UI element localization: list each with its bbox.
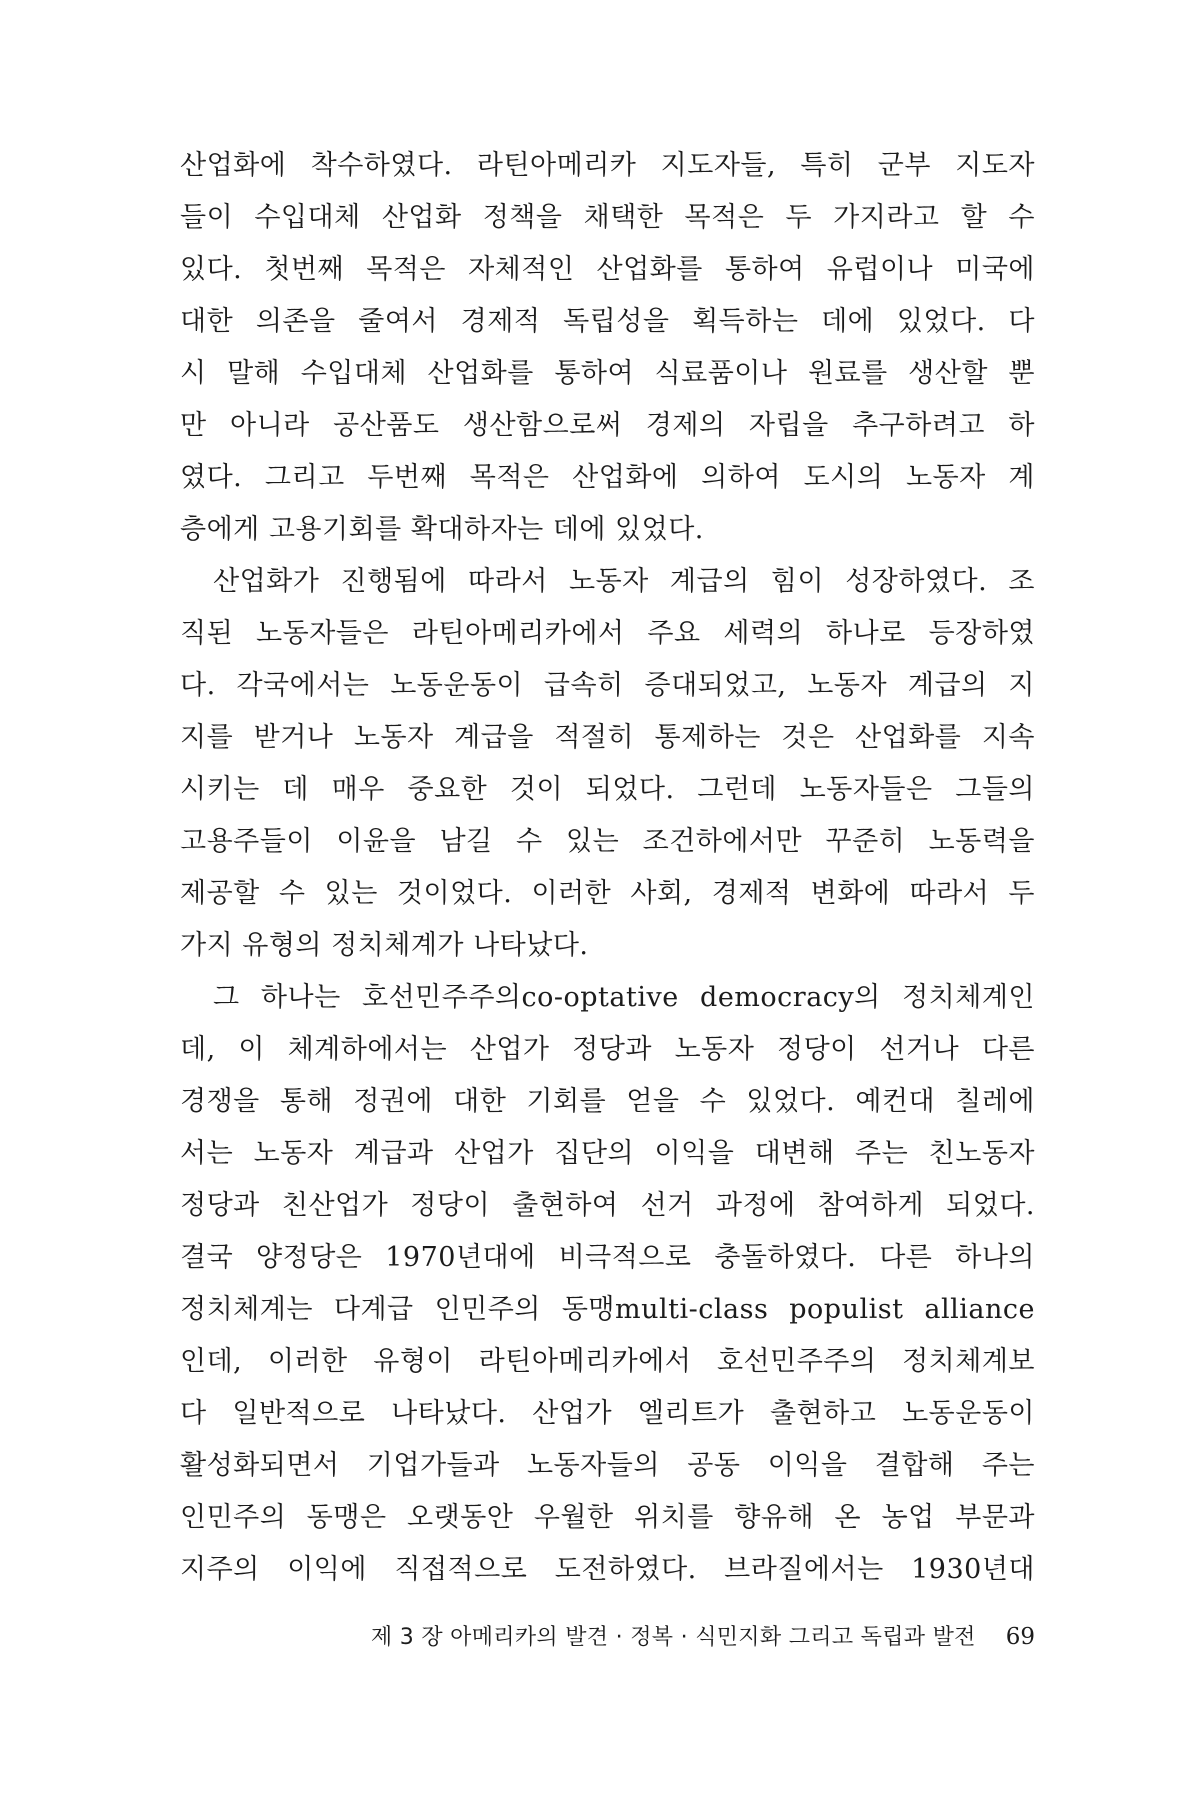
- text-line: 다 일반적으로 나타났다. 산업가 엘리트가 출현하고 노동운동이: [180, 1398, 1035, 1429]
- text-line: 다. 각국에서는 노동운동이 급속히 증대되었고, 노동자 계급의 지: [180, 670, 1035, 701]
- text-line: 대한 의존을 줄여서 경제적 독립성을 획득하는 데에 있었다. 다: [180, 306, 1035, 337]
- text-line: 시 말해 수입대체 산업화를 통하여 식료품이나 원료를 생산할 뿐: [180, 358, 1035, 389]
- text-line: 서는 노동자 계급과 산업가 집단의 이익을 대변해 주는 친노동자: [180, 1138, 1035, 1169]
- text-line: 인민주의 동맹은 오랫동안 우월한 위치를 향유해 온 농업 부문과: [180, 1502, 1035, 1533]
- text-line: 있다. 첫번째 목적은 자체적인 산업화를 통하여 유럽이나 미국에: [180, 254, 1035, 285]
- text-line: 였다. 그리고 두번째 목적은 산업화에 의하여 도시의 노동자 계: [180, 462, 1035, 493]
- text-line: 인데, 이러한 유형이 라틴아메리카에서 호선민주주의 정치체계보: [180, 1346, 1035, 1377]
- text-line: 제공할 수 있는 것이었다. 이러한 사회, 경제적 변화에 따라서 두: [180, 878, 1035, 909]
- text-line: 가지 유형의 정치체계가 나타났다.: [180, 930, 589, 961]
- body-text: [180, 140, 1035, 1596]
- page-footer: [180, 1620, 1035, 1651]
- text-line: 직된 노동자들은 라틴아메리카에서 주요 세력의 하나로 등장하였: [180, 618, 1035, 649]
- running-head: 제 3 장 아메리카의 발견 · 정복 · 식민지화 그리고 독립과 발전: [370, 1625, 976, 1650]
- text-line: 활성화되면서 기업가들과 노동자들의 공동 이익을 결합해 주는: [180, 1450, 1035, 1481]
- text-line: 산업화에 착수하였다. 라틴아메리카 지도자들, 특히 군부 지도자: [180, 150, 1035, 181]
- text-line: 정치체계는 다계급 인민주의 동맹multi-class populist alliance: [180, 1294, 1035, 1325]
- text-line: 지를 받거나 노동자 계급을 적절히 통제하는 것은 산업화를 지속: [180, 722, 1035, 753]
- text-line: 들이 수입대체 산업화 정책을 채택한 목적은 두 가지라고 할 수: [180, 202, 1035, 233]
- text-line: 산업화가 진행됨에 따라서 노동자 계급의 힘이 성장하였다. 조: [213, 566, 1035, 597]
- text-line: 만 아니라 공산품도 생산함으로써 경제의 자립을 추구하려고 하: [180, 410, 1035, 441]
- text-line: 지주의 이익에 직접적으로 도전하였다. 브라질에서는 1930년대: [180, 1554, 1035, 1585]
- text-line: 정당과 친산업가 정당이 출현하여 선거 과정에 참여하게 되었다.: [180, 1190, 1035, 1221]
- text-line: 층에게 고용기회를 확대하자는 데에 있었다.: [180, 514, 704, 545]
- text-line: 경쟁을 통해 정권에 대한 기회를 얻을 수 있었다. 예컨대 칠레에: [180, 1086, 1035, 1117]
- text-line: 고용주들이 이윤을 남길 수 있는 조건하에서만 꾸준히 노동력을: [180, 826, 1035, 857]
- text-line: 그 하나는 호선민주주의co-optative democracy의 정치체계인: [213, 982, 1035, 1013]
- page-number: 69: [1005, 1624, 1035, 1650]
- text-line: 결국 양정당은 1970년대에 비극적으로 충돌하였다. 다른 하나의: [180, 1242, 1035, 1273]
- text-line: 시키는 데 매우 중요한 것이 되었다. 그런데 노동자들은 그들의: [180, 774, 1035, 805]
- text-line: 데, 이 체계하에서는 산업가 정당과 노동자 정당이 선거나 다른: [180, 1034, 1035, 1065]
